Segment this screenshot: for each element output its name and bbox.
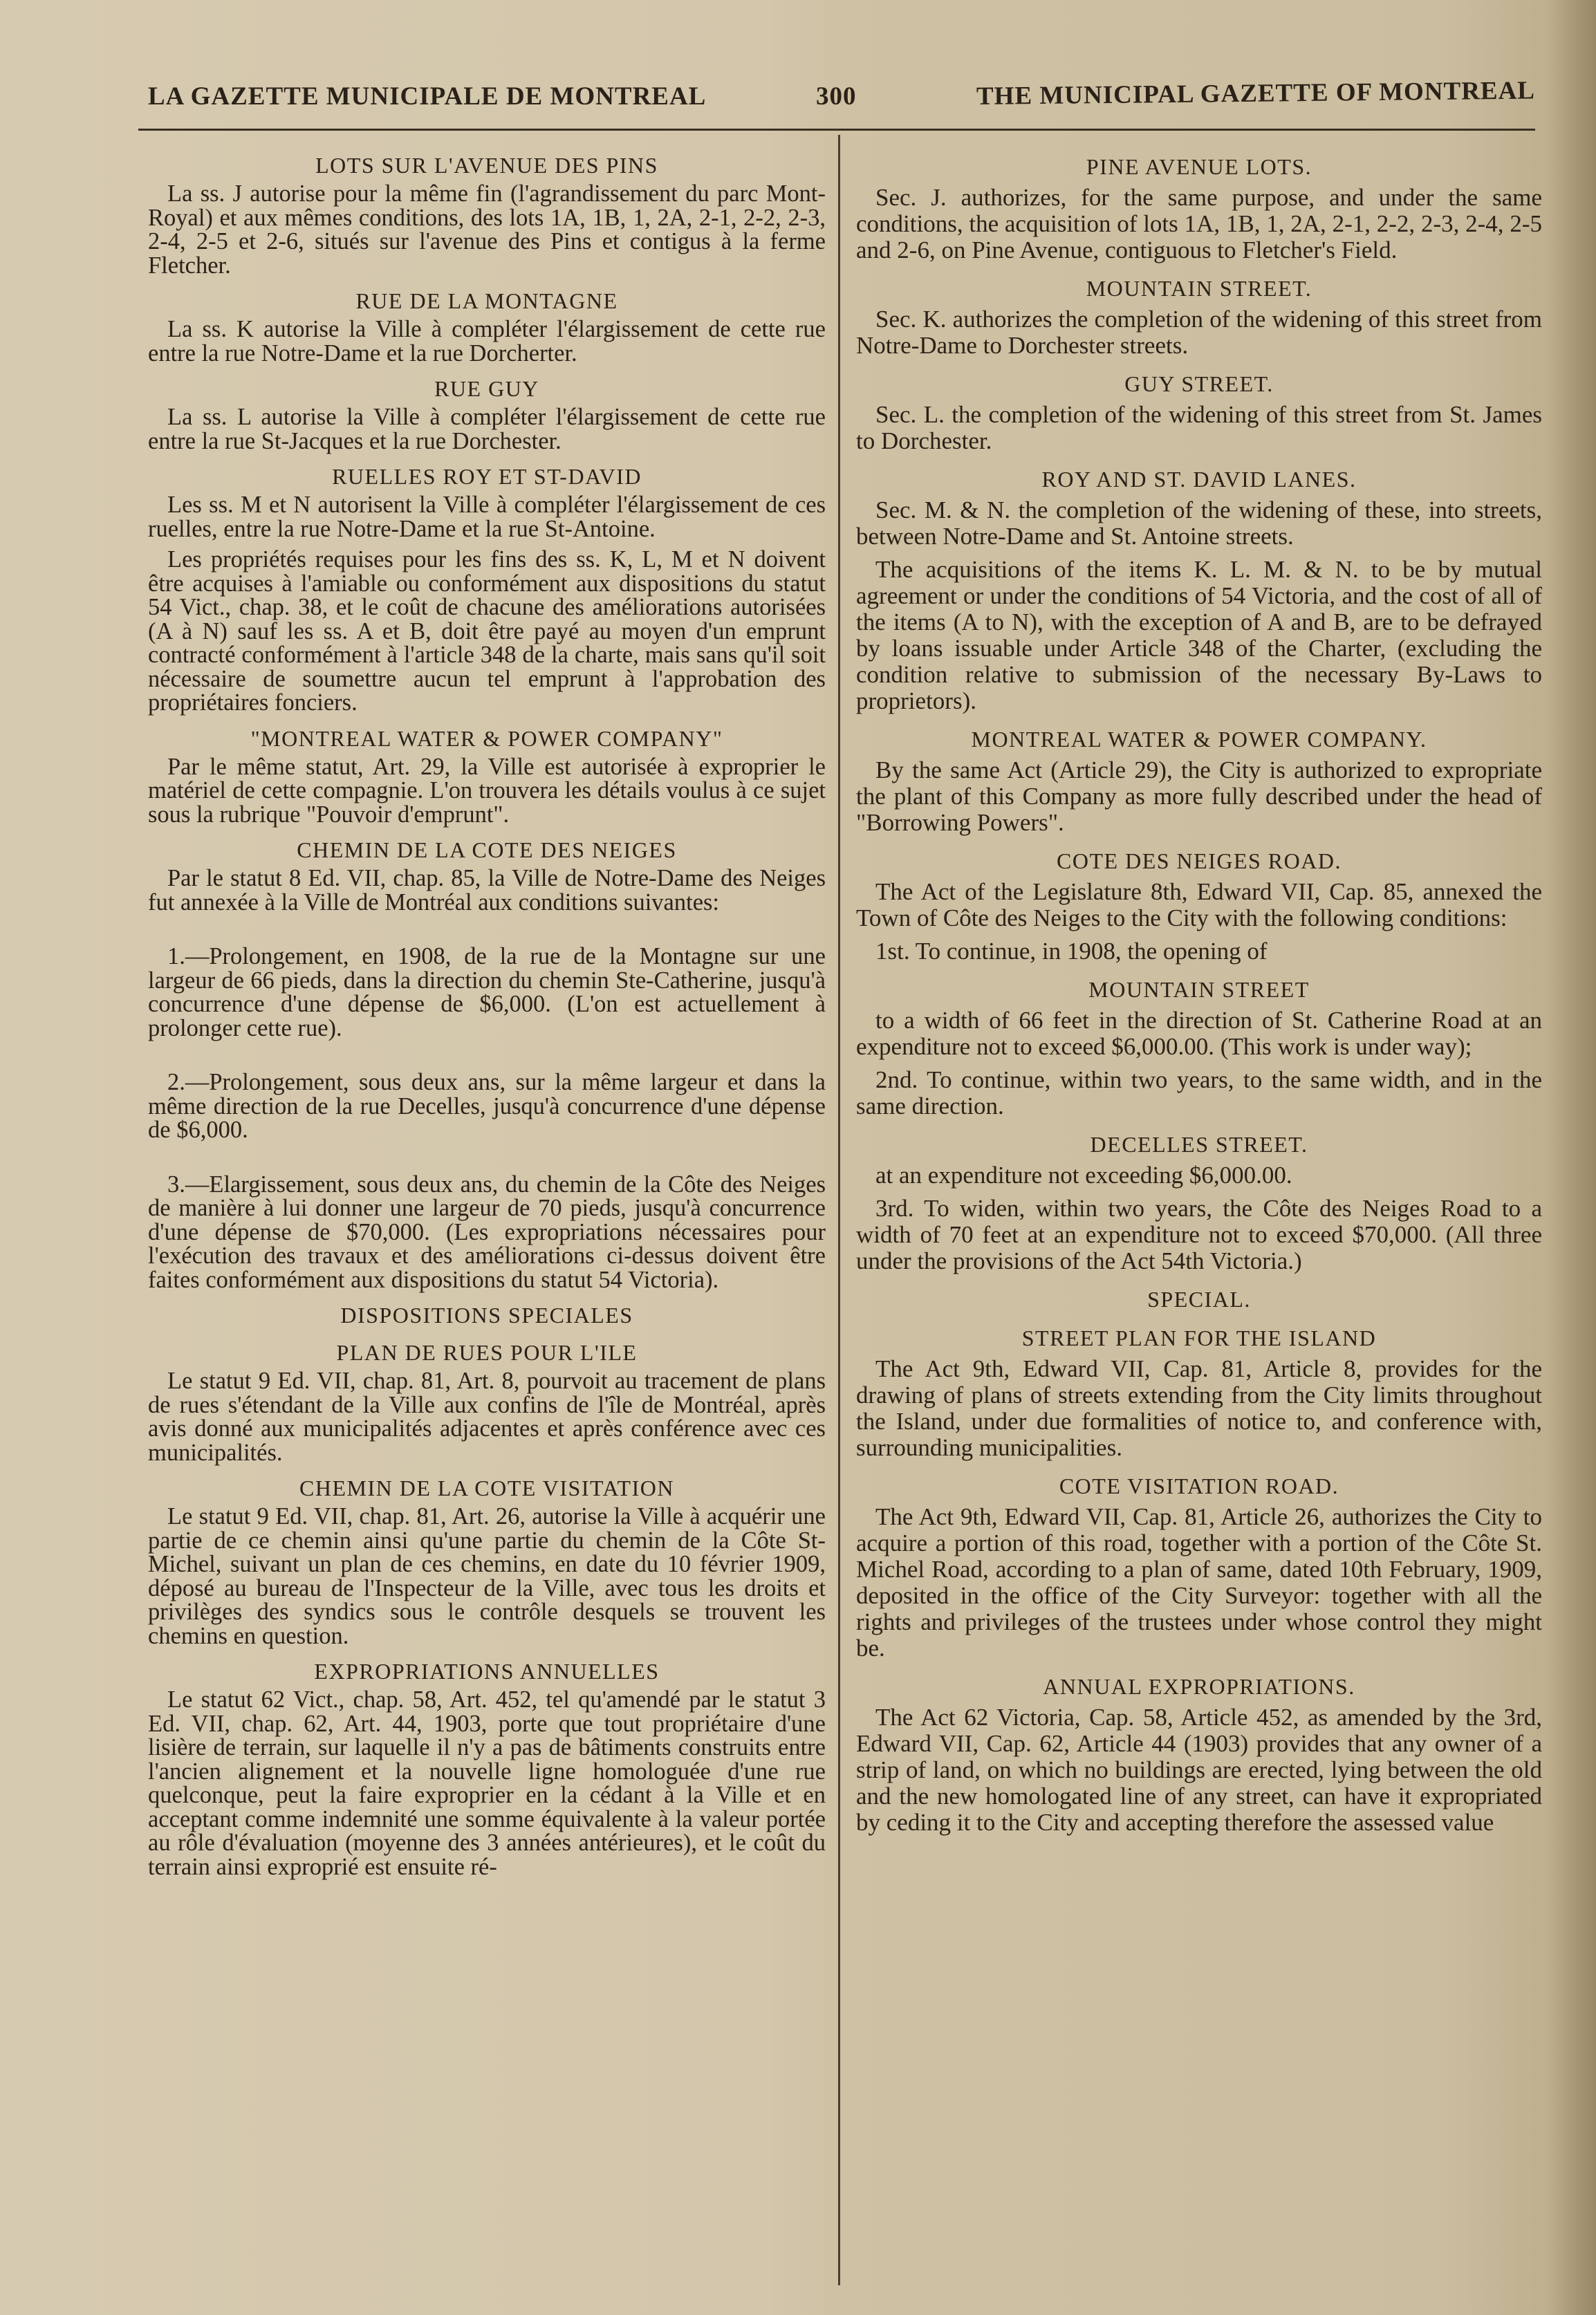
english-column (856, 142, 1542, 1843)
paragraph: Sec. K. authorizes the completion of the widening of this street from Notre-Dame to Dorchester streets. (856, 306, 1542, 359)
spacer (148, 1149, 826, 1173)
paragraph: 3.—Elargissement, sous deux ans, du chemin de la Côte des Neiges de manière à lui donner une largeur de 70 pieds, jusqu'à concurrence d'une dépense de $70,000. (Les expropriations nécessaires pour l'exécution des travaux et des améliorations ci-dessus doivent être faites conformément aux dispositions du statut 54 Victoria). (148, 1171, 826, 1293)
section-heading: COTE VISITATION ROAD. (1059, 1473, 1339, 1498)
section-heading: RUE DE LA MONTAGNE (355, 288, 618, 313)
paragraph: The Act 9th, Edward VII, Cap. 81, Article 26, authorizes the City to acquire a portion of this road, together with a portion of the Côte St. Michel Road, according to a plan of same, dated 10th February, 1909, deposited in the office of the City Surveyor: together with all the rights and privileges of the trustees under whose control they might be. (856, 1503, 1542, 1662)
section-heading: DISPOSITIONS SPECIALES (340, 1303, 633, 1328)
section-heading: "MONTREAL WATER & POWER COMPANY" (250, 725, 723, 751)
section-heading: ANNUAL EXPROPRIATIONS. (1043, 1674, 1355, 1699)
section-heading: ROY AND ST. DAVID LANES. (1041, 467, 1357, 492)
paragraph: 2.—Prolongement, sous deux ans, sur la même largeur et dans la même direction de la rue Decelles, jusqu'à concurrence d'une dépense de $6,000. (148, 1069, 826, 1143)
binding-shadow (1548, 0, 1596, 2315)
paragraph: La ss. K autorise la Ville à compléter l'élargissement de cette rue entre la rue Notre-Dame et la rue Dorcherter. (148, 316, 826, 366)
header-right-title: THE MUNICIPAL GAZETTE OF MONTREAL (976, 76, 1536, 111)
paragraph: 1st. To continue, in 1908, the opening of (875, 938, 1268, 965)
section-heading: RUELLES ROY ET ST-DAVID (332, 464, 642, 489)
section-heading: CHEMIN DE LA COTE VISITATION (299, 1476, 674, 1500)
paragraph: Par le même statut, Art. 29, la Ville est autorisée à exproprier le matériel de cette compagnie. L'on trouvera les détails voulus à ce sujet sous la rubrique "Pouvoir d'emprunt". (148, 753, 826, 828)
paragraph: Le statut 9 Ed. VII, chap. 81, Art. 26, autorise la Ville à acquérir une partie de ce chemin ainsi qu'une partie du chemin de la Côte St-Michel, suivant un plan de ces chemins, en date du 10 février 1909, déposé au bureau de l'Inspecteur de la Ville, avec tous les droits et privilèges des syndics sous le contrôle desquels se trouvent les chemins en question. (148, 1503, 826, 1649)
column-divider (838, 135, 840, 2285)
paragraph: The Act 62 Victoria, Cap. 58, Article 452, as amended by the 3rd, Edward VII, Cap. 62, Article 44 (1903) provides that any owner of a strip of land, on which no buildings are erected, lying between the old and the new homologated line of any street, can have it expropriated by ceding it to the City and accepting therefore the assessed value (856, 1704, 1542, 1836)
running-head (0, 76, 1596, 123)
paragraph: By the same Act (Article 29), the City is authorized to expropriate the plant of this Company as more fully described under the head of "Borrowing Powers". (856, 756, 1542, 836)
french-column (148, 142, 826, 1886)
paragraph: to a width of 66 feet in the direction of St. Catherine Road at an expenditure not to exceed $6,000.00. (This work is under way); (856, 1007, 1542, 1060)
section-heading: DECELLES STREET. (1090, 1132, 1308, 1157)
section-heading: SPECIAL. (1147, 1287, 1251, 1312)
paragraph: 3rd. To widen, within two years, the Côte des Neiges Road to a width of 70 feet at an expenditure not to exceed $70,000. (All three under the provisions of the Act 54th Victoria.) (856, 1195, 1542, 1274)
paragraph: La ss. J autorise pour la même fin (l'agrandissement du parc Mont-Royal) et aux mêmes conditions, des lots 1A, 1B, 1, 2A, 2-1, 2-2, 2-3, 2-4, 2-5 et 2-6, situés sur l'avenue des Pins et contigus à la ferme Fletcher. (148, 180, 826, 279)
paragraph: Les ss. M et N autorisent la Ville à compléter l'élargissement de ces ruelles, entre la rue Notre-Dame et la rue St-Antoine. (148, 492, 826, 542)
section-heading: PINE AVENUE LOTS. (1086, 154, 1312, 179)
section-heading: PLAN DE RUES POUR L'ILE (336, 1340, 638, 1365)
section-heading: CHEMIN DE LA COTE DES NEIGES (297, 837, 677, 862)
section-heading: MOUNTAIN STREET (1088, 977, 1310, 1002)
section-heading: MONTREAL WATER & POWER COMPANY. (971, 727, 1427, 752)
paragraph: The Act of the Legislature 8th, Edward VII, Cap. 85, annexed the Town of Côte des Neiges to the City with the following conditions: (856, 878, 1542, 931)
page-number: 300 (816, 82, 857, 111)
section-heading: EXPROPRIATIONS ANNUELLES (314, 1659, 660, 1684)
section-heading: MOUNTAIN STREET. (1086, 276, 1312, 301)
paragraph: at an expenditure not exceeding $6,000.00. (875, 1162, 1292, 1189)
paragraph: Sec. L. the completion of the widening of this street from St. James to Dorchester. (856, 401, 1542, 454)
paragraph: Par le statut 8 Ed. VII, chap. 85, la Ville de Notre-Dame des Neiges fut annexée à la Ville de Montréal aux conditions suivantes: (148, 865, 826, 915)
paragraph: Sec. J. authorizes, for the same purpose, and under the same conditions, the acquisition of lots 1A, 1B, 1, 2A, 2-1, 2-2, 2-3, 2-4, 2-5 and 2-6, on Pine Avenue, contiguous to Fletcher's Field. (856, 184, 1542, 263)
spacer (148, 921, 826, 945)
paragraph: The Act 9th, Edward VII, Cap. 81, Article 8, provides for the drawing of plans of streets extending from the City limits throughout the Island, under due formalities of notice to, and conference with, surrounding municipalities. (856, 1355, 1542, 1461)
paragraph: Le statut 62 Vict., chap. 58, Art. 452, tel qu'amendé par le statut 3 Ed. VII, chap. 62, Art. 44, 1903, porte que tout propriétaire d'une lisière de terrain, sur laquelle il n'y a pas de bâtiments construits entre l'ancien alignement et la nouvelle ligne homologuée d'une rue quelconque, peut la faire exproprier en la cédant à la Ville et en acceptant comme indemnité une somme équivalente à la valeur portée au rôle d'évaluation (moyenne des 3 années antérieures), et le coût du terrain ainsi exproprié est ensuite ré- (148, 1686, 826, 1880)
paragraph: 2nd. To continue, within two years, to the same width, and in the same direction. (856, 1066, 1542, 1119)
paragraph: La ss. L autorise la Ville à compléter l'élargissement de cette rue entre la rue St-Jacques et la rue Dorchester. (148, 404, 826, 454)
section-heading: GUY STREET. (1124, 371, 1274, 396)
paragraph: 1.—Prolongement, en 1908, de la rue de la Montagne sur une largeur de 66 pieds, dans la direction du chemin Ste-Catherine, jusqu'à concurrence d'une dépense de $6,000. (L'on est actuellement à prolonger cette rue). (148, 943, 826, 1041)
paragraph: Sec. M. & N. the completion of the widening of these, into streets, between Notre-Dame and St. Antoine streets. (856, 496, 1542, 550)
header-rule (138, 129, 1535, 131)
section-heading: COTE DES NEIGES ROAD. (1057, 848, 1342, 873)
paragraph: Les propriétés requises pour les fins des ss. K, L, M et N doivent être acquises à l'amiable ou conformément aux dispositions du statut 54 Vict., chap. 38, et le coût de chacune des améliorations autorisées (A à N) sauf les ss. A et B, doit être payé au moyen d'un emprunt contracté conformément à l'article 348 de la charte, mais sans qu'il soit nécessaire de soumettre aucun tel emprunt à l'approbation des propriétaires fonciers. (148, 546, 826, 716)
spacer (148, 1047, 826, 1070)
header-left-title: LA GAZETTE MUNICIPALE DE MONTREAL (148, 82, 707, 111)
section-heading: RUE GUY (434, 376, 539, 401)
section-heading: LOTS SUR L'AVENUE DES PINS (315, 153, 658, 178)
section-heading: STREET PLAN FOR THE ISLAND (1021, 1326, 1377, 1350)
paragraph: Le statut 9 Ed. VII, chap. 81, Art. 8, pourvoit au tracement de plans de rues s'étendant de la Ville aux confins de l'île de Montréal, après avis donné aux municipalités adjacentes et après conférence avec ces municipalités. (148, 1368, 826, 1466)
paragraph: The acquisitions of the items K. L. M. & N. to be by mutual agreement or under the conditions of 54 Victoria, and the cost of all of the items (A to N), with the exception of A and B, are to be defrayed by loans issuable under Article 348 of the Charter, (excluding the condition relative to submission of the necessary By-Laws to proprietors). (856, 556, 1542, 714)
